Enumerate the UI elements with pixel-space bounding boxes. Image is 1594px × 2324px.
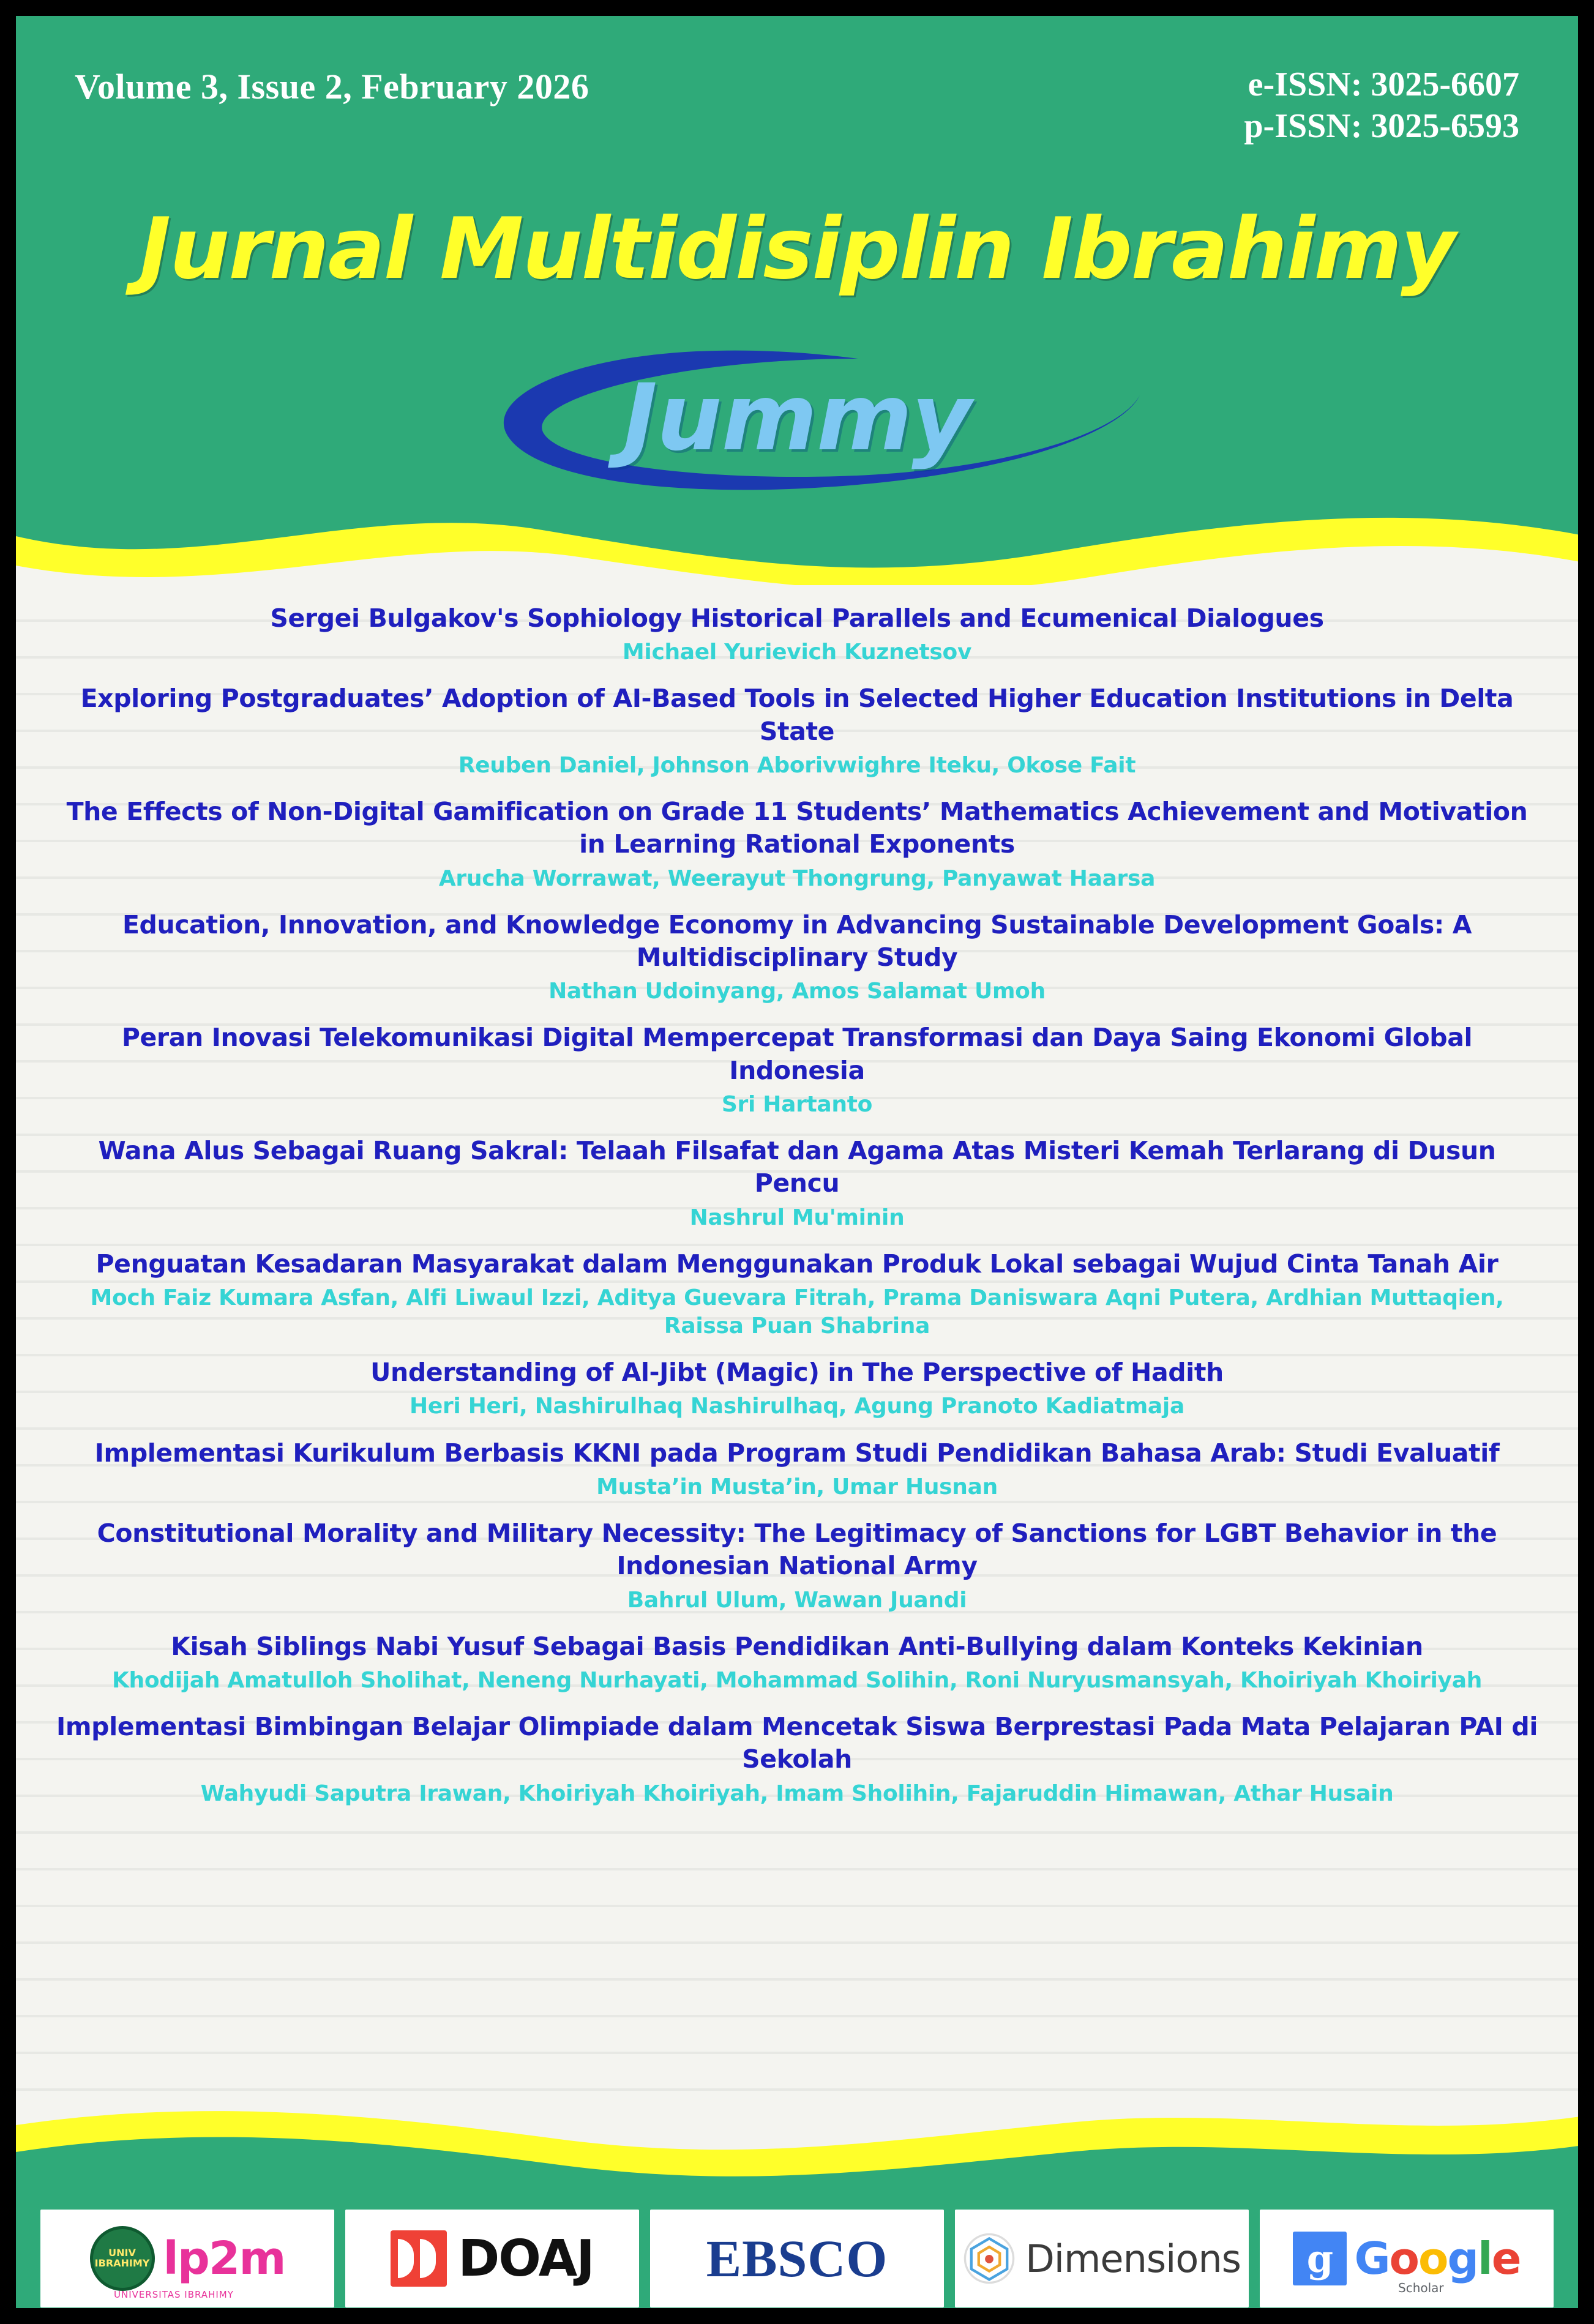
article-authors: Nashrul Mu'minin <box>689 1205 905 1230</box>
cover-header <box>16 16 1578 585</box>
indexer-doaj[interactable] <box>345 2210 639 2307</box>
doaj-label: DOAJ <box>458 2229 594 2288</box>
dimensions-icon <box>963 2232 1016 2285</box>
university-seal-icon: UNIV IBRAHIMY <box>90 2226 155 2291</box>
google-label: Google <box>1354 2233 1521 2284</box>
cover-footer <box>16 2097 1578 2317</box>
wave-divider-bottom <box>16 2097 1578 2185</box>
toc-entry[interactable] <box>40 1631 1554 1695</box>
dimensions-label: Dimensions <box>1025 2236 1241 2281</box>
article-authors: Reuben Daniel, Johnson Aborivwighre Iteku, Okose Fait <box>458 752 1136 778</box>
article-title: Implementasi Kurikulum Berbasis KKNI pada Program Studi Pendidikan Bahasa Arab: Studi Evaluatif <box>94 1438 1500 1468</box>
indexer-dimensions[interactable] <box>955 2210 1249 2307</box>
toc-entry[interactable] <box>40 1711 1554 1808</box>
article-title: Wana Alus Sebagai Ruang Sakral: Telaah Filsafat dan Agama Atas Misteri Kemah Terlarang di Dusun Pencu <box>98 1136 1496 1198</box>
toc-entry[interactable] <box>40 1022 1554 1119</box>
article-authors: Moch Faiz Kumara Asfan, Alfi Liwaul Izzi, Aditya Guevara Fitrah, Prama Daniswara Aqni Putera, Ardhian Muttaqien, Raissa Puan Shabrina <box>90 1285 1504 1339</box>
article-authors: Sri Hartanto <box>721 1091 873 1117</box>
toc-entry[interactable] <box>40 909 1554 1006</box>
table-of-contents <box>16 585 1578 2097</box>
article-authors: Bahrul Ulum, Wawan Juandi <box>627 1587 967 1613</box>
article-authors: Heri Heri, Nashirulhaq Nashirulhaq, Agung Pranoto Kadiatmaja <box>410 1394 1184 1419</box>
article-title: The Effects of Non-Digital Gamification on Grade 11 Students’ Mathematics Achievement and Motivation in Learning Rational Exponents <box>66 797 1528 859</box>
article-title: Kisah Siblings Nabi Yusuf Sebagai Basis Pendidikan Anti-Bullying dalam Konteks Kekinian <box>171 1631 1423 1661</box>
article-title: Constitutional Morality and Military Necessity: The Legitimacy of Sanctions for LGBT Behavior in the Indonesian National Army <box>97 1518 1497 1581</box>
article-authors: Arucha Worrawat, Weerayut Thongrung, Panyawat Haarsa <box>438 865 1156 891</box>
ebsco-label: EBSCO <box>706 2229 888 2288</box>
issn-block <box>1244 64 1519 148</box>
toc-entry[interactable] <box>40 602 1554 667</box>
article-authors: Musta’in Musta’in, Umar Husnan <box>596 1474 998 1500</box>
google-scholar-sublabel: Scholar <box>1398 2281 1444 2295</box>
eissn-text: e-ISSN: 3025-6607 <box>1248 65 1519 103</box>
toc-entry[interactable] <box>40 796 1554 893</box>
toc-entry[interactable] <box>40 682 1554 780</box>
article-authors: Wahyudi Saputra Irawan, Khoiriyah Khoiriyah, Imam Sholihin, Fajaruddin Himawan, Athar Husain <box>200 1780 1394 1806</box>
pissn-text: p-ISSN: 3025-6593 <box>1244 107 1519 146</box>
lp2m-sublabel: UNIVERSITAS IBRAHIMY <box>114 2289 234 2300</box>
toc-entry[interactable] <box>40 1517 1554 1615</box>
toc-entry[interactable] <box>40 1437 1554 1501</box>
article-title: Exploring Postgraduates’ Adoption of AI-Based Tools in Selected Higher Education Institutions in Delta State <box>80 684 1514 746</box>
journal-title: Jurnal Multidisiplin Ibrahimy <box>139 200 1455 298</box>
article-title: Peran Inovasi Telekomunikasi Digital Mempercepat Transformasi dan Daya Saing Ekonomi Global Indonesia <box>121 1023 1473 1085</box>
article-title: Education, Innovation, and Knowledge Economy in Advancing Sustainable Development Goals: A Multidisciplinary Study <box>122 910 1472 973</box>
article-title: Understanding of Al-Jibt (Magic) in The Perspective of Hadith <box>370 1358 1224 1388</box>
indexer-ebsco[interactable] <box>650 2210 944 2307</box>
article-title: Sergei Bulgakov's Sophiology Historical Parallels and Ecumenical Dialogues <box>270 603 1324 633</box>
wave-divider-top <box>16 493 1578 585</box>
article-authors: Nathan Udoinyang, Amos Salamat Umoh <box>548 979 1046 1004</box>
article-title: Implementasi Bimbingan Belajar Olimpiade dalam Mencetak Siswa Berprestasi Pada Mata Pelajaran PAI di Sekolah <box>56 1711 1538 1774</box>
indexer-google-scholar[interactable] <box>1260 2210 1554 2307</box>
toc-entry[interactable] <box>40 1356 1554 1421</box>
indexer-lp2m[interactable] <box>40 2210 334 2307</box>
article-authors: Michael Yurievich Kuznetsov <box>622 640 972 665</box>
toc-entry[interactable] <box>40 1248 1554 1340</box>
lp2m-label: lp2m <box>163 2232 285 2285</box>
doaj-mark-icon <box>391 2230 447 2287</box>
toc-entry[interactable] <box>40 1135 1554 1232</box>
article-title: Penguatan Kesadaran Masyarakat dalam Menggunakan Produk Lokal sebagai Wujud Cinta Tanah Air <box>95 1249 1499 1279</box>
article-authors: Khodijah Amatulloh Sholihat, Neneng Nurhayati, Mohammad Solihin, Roni Nuryusmansyah, Khoiriyah Khoiriyah <box>111 1667 1483 1693</box>
volume-issue-text: Volume 3, Issue 2, February 2026 <box>75 67 589 106</box>
logo-wordmark: Jummy <box>623 365 971 471</box>
indexing-logos <box>16 2210 1578 2307</box>
google-scholar-badge-icon: g <box>1293 2232 1347 2285</box>
